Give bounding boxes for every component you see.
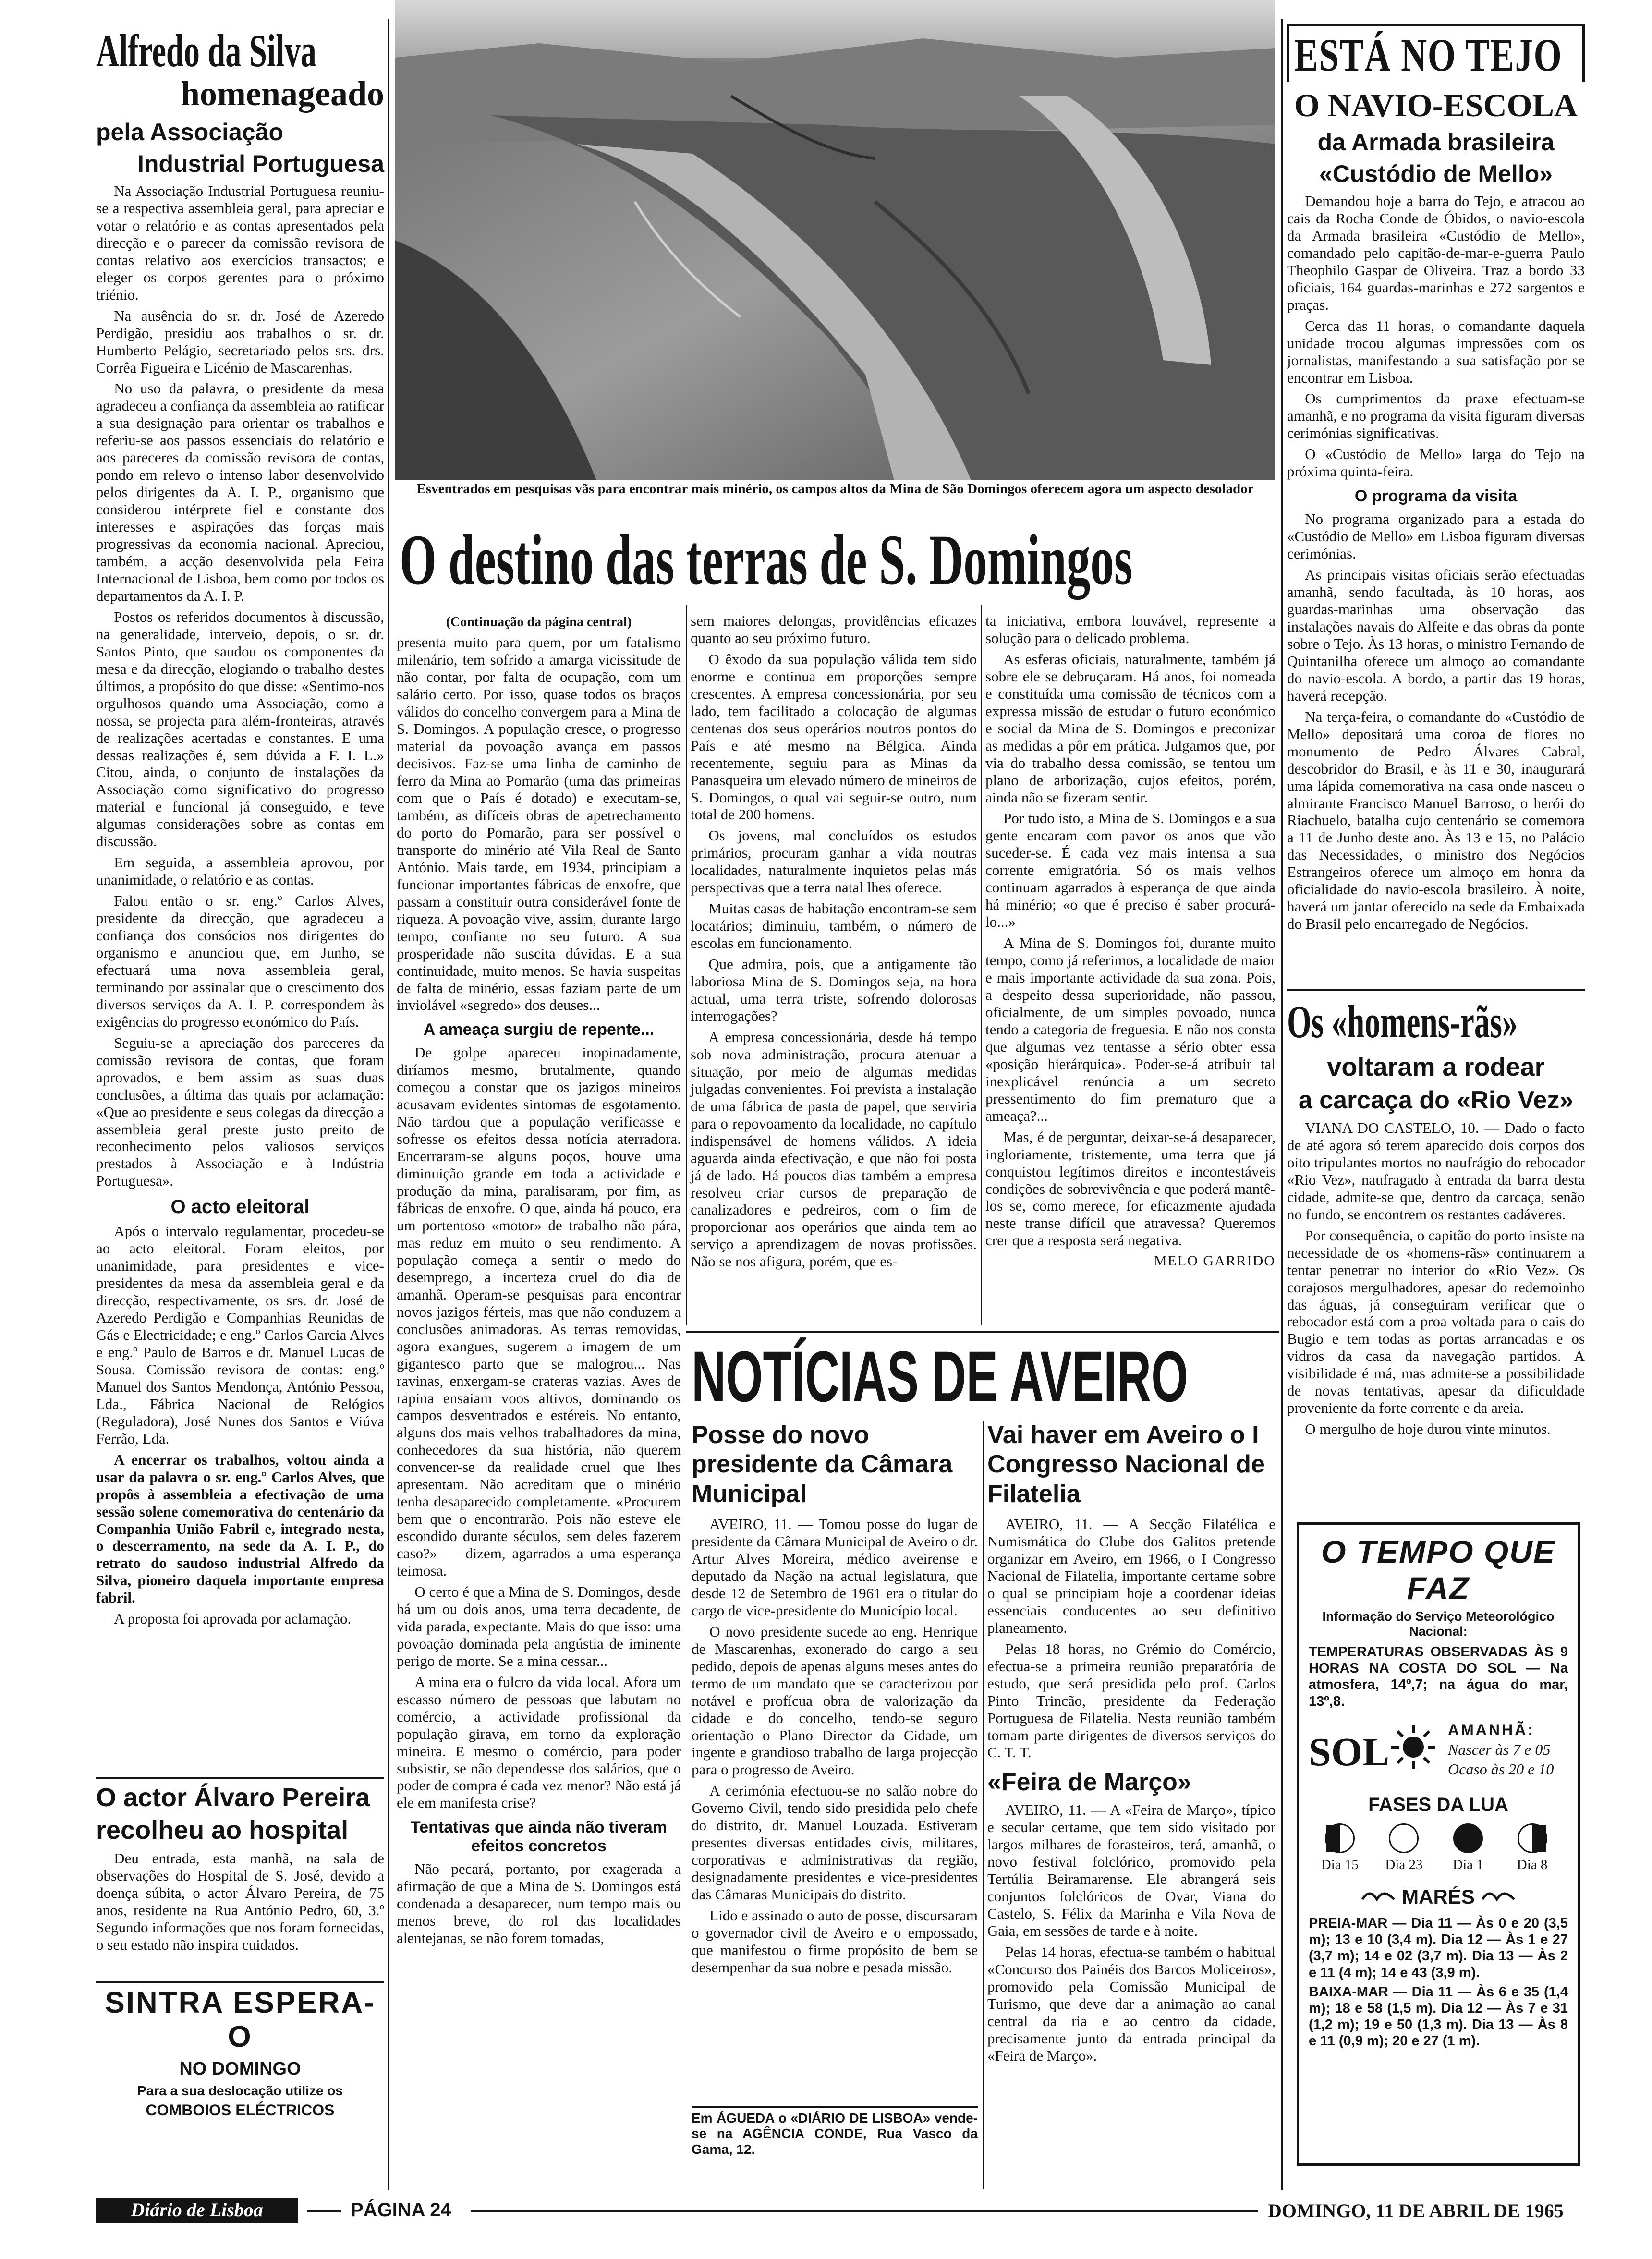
headline-tejo-2: O NAVIO-ESCOLA xyxy=(1294,87,1578,123)
paragraph: De golpe apareceu inopinadamente, diríamos mesmo, brutalmente, quando começou a constar que os jazigos mineiros acusavam evidentes sintomas de esgotamento. Não tardou que a população verificasse e sofresse os efeitos dessa notícia aterradora. Encerraram-se alguns poços, houve uma diminuição grande em toda a actividade e produção da mina, paralisaram, por fim, as fábricas de enxofre. O que, ainda há pouco, era um portentoso «motor» de trabalho não pára, mas reduz em muito o seu rendimento. A população começa a sentir o medo do desemprego, a incerteza cruel do dia de amanhã. Operam-se pesquisas para encontrar novos jazigos férteis, mas que não conduzem a conclusões animadoras. As terras removidas, agora exangues, sugerem a imagem de um gigantesco parto que se malogrou... Nas ravinas, enxergam-se crateras vazias. Aves de rapina ensaiam voos altivos, dominando os campos desventrados e estéreis. No entanto, alguns dos mais velhos trabalhadores da mina, conhecedores da sua história, não querem convencer-se da realidade cruel que lhes apresentam. Não acreditam que o minério tenha desaparecido completamente. «Procurem bem que o encontrarão. Pois não esteve ele escondido durante séculos, sem deles fazerem caso?» — dizem, agarrados a uma esperança teimosa. xyxy=(397,1044,681,1579)
sun-tomorrow-label: AMANHÃ: xyxy=(1448,1721,1535,1738)
sunrise-time: Nascer às 7 e 05 xyxy=(1448,1740,1551,1758)
headline-line-3: pela Associação xyxy=(96,119,284,146)
paragraph: sem maiores delongas, providências eficazes quanto ao seu próximo futuro. xyxy=(691,612,977,646)
footer-page-number: PÁGINA 24 xyxy=(351,2199,451,2221)
column-alfredo xyxy=(96,24,384,1777)
moon-first-quarter-icon xyxy=(1325,1823,1355,1853)
paragraph: A empresa concessionária, desde há tempo sob nova administração, procura atenuar a situação, por meio de algumas medidas julgadas convenientes. Foi prevista a instalação de uma fábrica de pasta de papel, que serviria para o repovoamento da localidade, no capítulo indispensável de homens válidos. A ideia aguarda ainda efectivação, e que não foi posta já de lado. Há poucos dias também a empresa resolveu criar cursos de preparação de canalizadores e pedreiros, com o fim de proporcionar aos operários que ainda tem ao serviço a aprendizagem de novas profissões. Não se nos afigura, porém, que es- xyxy=(691,1028,977,1270)
weather-box xyxy=(1297,1522,1580,2166)
moon-full-icon xyxy=(1389,1823,1419,1853)
weather-temperatures: TEMPERATURAS OBSERVADAS ÀS 9 HORAS NA COSTA DO SOL — Na atmosfera, 14º,7; na água do mar, 13º,8. xyxy=(1309,1644,1568,1709)
paragraph: ta iniciativa, embora louvável, represente a solução para o delicado problema. xyxy=(985,612,1275,646)
moon-phase-label: Dia 23 xyxy=(1385,1857,1423,1872)
low-tide: BAIXA-MAR — Dia 11 — Às 6 e 35 (1,4 m); 18 e 58 (1,5 m). Dia 12 — Às 7 e 31 (1,2 m); 19 e 50 (1,3 m). Dia 13 — Às 8 e 11 (0,9 m); 20 e 27 (1 m). xyxy=(1309,1984,1568,2049)
headline-aveiro: NOTÍCIAS DE AVEIRO xyxy=(692,1336,1189,1417)
paragraph: Na Associação Industrial Portuguesa reuniu-se a respectiva assembleia geral, para apreciar e votar o relatório e as contas apresentados pela direcção e o parecer da comissão revisora de contas relativo aos exercícios transactos; e eleger os corpos gerentes para o próximo triénio. xyxy=(96,182,384,303)
article-tejo xyxy=(1287,24,1585,984)
headline-posse: Posse do novo presidente da Câmara Municipal xyxy=(692,1421,953,1508)
paragraph: Pelas 18 horas, no Grémio do Comércio, efectua-se a primeira reunião preparatória de estudo, que será presidida pelo prof. Carlos Pinto Trincão, presidente da Federação Portuguesa de Filatelia. Nesta reunião também tomam parte dirigentes de diversos serviços do C. T. T. xyxy=(987,1640,1275,1761)
ad-sintra-text: Para a sua deslocação utilize os xyxy=(137,2083,343,2098)
article-aveiro-posse xyxy=(692,1421,978,2102)
paragraph: As esferas oficiais, naturalmente, também já sobre ele se debruçaram. Há anos, foi nomeada e constituída uma comissão de técnicos com a expressa missão de estudar o futuro económico e social da Mina de S. Domingos e preconizar as medidas a pôr em prática. Julgamos que, por via do trabalho dessa comissão, se tentou um plano de arborização, cujos efeitos, porém, ainda não se fizeram sentir. xyxy=(985,650,1275,806)
headline-domingos: O destino das terras de S. Domingos xyxy=(400,520,1133,600)
paragraph: A cerimónia efectuou-se no salão nobre do Governo Civil, tendo sido presidida pelo chefe do distrito, dr. Manuel Louzada. Estiveram presentes diversas entidades civis, militares, corporativas e administrativas da região, designadamente presidentes e vice-presidentes das Câmaras Municipais do distrito. xyxy=(692,1782,978,1903)
paragraph: Os jovens, mal concluídos os estudos primários, procuram ganhar a vida noutras localidades, naturalmente inquietos pelas más perspectivas que a terra natal lhes oferece. xyxy=(691,827,977,896)
ad-sintra xyxy=(96,1986,384,2119)
paragraph: Na terça-feira, o comandante do «Custódio de Mello» depositará uma coroa de flores no monumento de Pedro Álvares Cabral, descobridor do Brasil, e às 11 e 30, inaugurará uma lápida comemorativa na casa onde nasceu o almirante Francisco Manuel Barroso, o herói do Riachuelo, batalha cujo centenário se comemora a 11 de Junho deste ano. Às 13 e 15, no Palácio das Necessidades, o ministro dos Negócios Estrangeiros oferece um almoço em honra da oficialidade do navio-escola brasileiro. À noite, haverá um jantar oferecido na sede da Embaixada do Brasil pelo encarregado de Negócios. xyxy=(1287,708,1585,933)
paragraph: AVEIRO, 11. — A Secção Filatélica e Numismática do Clube dos Galitos pretende organizar em Aveiro, em 1966, o I Congresso Nacional de Filatelia, importante certame sobre o qual se principiam hoje a coordenar ideias essenciais conducentes ao seu definitivo planeamento. xyxy=(987,1516,1275,1636)
divider xyxy=(692,2106,978,2108)
divider xyxy=(686,1331,1279,1333)
paragraph: Não pecará, portanto, por exagerada a afirmação de que a Mina de S. Domingos está condenada a desaparecer, num tempo mais ou menos breve, do rol das localidades alentejanas, se não forem tomadas, xyxy=(397,1860,681,1947)
subheading-ameaca: A ameaça surgiu de repente... xyxy=(423,1020,655,1039)
weather-source: Informação do Serviço Meteorológico Nacional: xyxy=(1322,1609,1555,1639)
paragraph: Cerca das 11 horas, o comandante daquela unidade trocou algumas impressões com os jornalistas, manifestando a sua satisfação por se encontrar em Lisboa. xyxy=(1287,317,1585,386)
moon-new-icon xyxy=(1453,1823,1483,1853)
signature-melo-garrido: MELO GARRIDO xyxy=(1154,1253,1275,1269)
page-footer xyxy=(96,2195,1652,2228)
divider xyxy=(96,1981,384,1983)
column-divider xyxy=(388,19,389,2190)
paragraph: O novo presidente sucede ao eng. Henrique de Mascarenhas, exonerado do cargo a seu pedido, depois de apenas alguns meses antes do termo de um mandato que se caracterizou por notável e profícua obra de valorização da cidade e do concelho, tendo-se seguro orientação o Plano Director da Cidade, um ingente e grandioso trabalho de larga projecção para o progresso de Aveiro. xyxy=(692,1623,978,1778)
paragraph: O mergulho de hoje durou vinte minutos. xyxy=(1305,1421,1551,1438)
subheading-acto-eleitoral: O acto eleitoral xyxy=(170,1196,310,1218)
headline-homens-1: Os «homens-rãs» xyxy=(1287,996,1518,1047)
moon-phase-item xyxy=(1501,1823,1564,1873)
headline-tejo-4: «Custódio de Mello» xyxy=(1319,160,1553,187)
paragraph: Deu entrada, esta manhã, na sala de observações do Hospital de S. José, devido a doença súbita, o actor Álvaro Pereira, de 75 anos, residente na Rua António Pedro, 60, 3.º Segundo informações que nos foram fornecidas, o seu estado não inspira cuidados. xyxy=(96,1850,384,1953)
sun-icon xyxy=(1390,1724,1436,1770)
subheading-programa: O programa da visita xyxy=(1354,487,1518,506)
column-divider xyxy=(686,605,687,1325)
paragraph: Por tudo isto, a Mina de S. Domingos e a sua gente encaram com pavor os anos que vão suceder-se. É cada vez mais intensa a sua corrente emigratória. Só os mais velhos continuam agarrados à esperança de que ainda há minério; «o que é preciso é saber procurá-lo...» xyxy=(985,810,1275,931)
paragraph: Pelas 14 horas, efectua-se também o habitual «Concurso dos Painéis dos Barcos Moliceiros», promovido pela Comissão Municipal de Turismo, que deve dar a animação ao canal central da ria e ao centro da cidade, precisamente junto da entrada principal da «Feira de Março». xyxy=(987,1943,1275,2064)
paragraph: Lido e assinado o auto de posse, discursaram o governador civil de Aveiro e o empossado, que manifestou o firme propósito de bem se desempenhar da sua nobre e pesada missão. xyxy=(692,1907,978,1976)
article-aveiro-filatelia xyxy=(987,1421,1275,2189)
paragraph: No programa organizado para a estada do «Custódio de Mello» em Lisboa figuram diversas cerimónias. xyxy=(1287,510,1585,562)
footer-date: DOMINGO, 11 DE ABRIL DE 1965 xyxy=(1268,2200,1564,2222)
headline-feira: «Feira de Março» xyxy=(987,1768,1191,1797)
paragraph: No uso da palavra, o presidente da mesa agradeceu a confiança da assembleia ao ratificar a sua designação para orientar os trabalhos e referiu-se aos passos essenciais do relatório e aos pareceres da comissão revisora de contas, pondo em relevo o intenso labor desenvolvido pelos dirigentes da A. I. P., organismo que considerou intérprete fiel e constante dos interesses e aspirações das forças mais progressivas da economia nacional. Apreciou, também, a acção desenvolvida pela Feira Internacional de Lisboa, bem como por todos os departamentos da A. I. P. xyxy=(96,380,384,604)
moon-phases xyxy=(1309,1823,1568,1873)
footer-rule xyxy=(471,2210,1258,2212)
divider xyxy=(96,1777,384,1779)
ad-sintra-title: SINTRA ESPERA-O xyxy=(105,1986,376,2053)
paragraph: A encerrar os trabalhos, voltou ainda a usar da palavra o sr. eng.º Carlos Alves, que propôs à assembleia a efectivação de uma sessão solene comemorativa do centenário da Companhia União Fabril e, integrado nesta, o descerramento, na sede da A. I. P., do retrato do saudoso industrial Alfredo da Silva, pioneiro daquela importante empresa fabril. xyxy=(96,1451,384,1606)
paragraph: Na ausência do sr. dr. José de Azeredo Perdigão, presidiu aos trabalhos o sr. dr. Humberto Pelágio, secretariado pelos srs. drs. Corrêa Figueira e Licénio de Mascarenhas. xyxy=(96,307,384,376)
headline-line-1: Alfredo da Silva xyxy=(96,25,316,77)
headline-filatelia: Vai haver em Aveiro o I Congresso Nacional de Filatelia xyxy=(987,1421,1265,1508)
tides-title: MARÉS xyxy=(1402,1885,1475,1908)
paragraph: Seguiu-se a apreciação dos pareceres da comissão revisora de contas, que foram aprovados, e bem assim as suas duas conclusões, a última das quais por aclamação: «Que ao presidente e seus colegas da direcção a assembleia geral preste justo preito de reconhecimento pelos valiosos serviços prestados à Associação e à Indústria Portuguesa». xyxy=(96,1034,384,1190)
paragraph: AVEIRO, 11. — Tomou posse do lugar de presidente da Câmara Municipal de Aveiro o dr. Artur Alves Moreira, médico aveirense e deputado da Nação na actual legislatura, que desde 12 de Setembro de 1961 era o titular do cargo de vice-presidente do Município local. xyxy=(692,1516,978,1619)
tides-header xyxy=(1309,1885,1568,1908)
headline-line-4: Industrial Portuguesa xyxy=(137,150,384,177)
ad-agueda-text: Em ÁGUEDA o «DIÁRIO DE LISBOA» vende-se na AGÊNCIA CONDE, Rua Vasco da Gama, 12. xyxy=(692,2111,978,2157)
sunset-time: Ocaso às 20 e 10 xyxy=(1448,1760,1554,1778)
column-divider xyxy=(983,1421,984,2189)
headline-tejo-1: ESTÁ NO TEJO xyxy=(1294,29,1563,81)
footer-paper-name: Diário de Lisboa xyxy=(131,2199,263,2221)
paragraph: O certo é que a Mina de S. Domingos, desde há um ou dois anos, uma terra decadente, de vida parada, expectante. Mais do que isso: uma povoação dominada pela angústia de iminente perigo de morte. Se a mina cessar... xyxy=(397,1583,681,1669)
photo-landscape-icon xyxy=(395,0,1275,480)
headline-actor-1: O actor Álvaro Pereira xyxy=(96,1783,370,1812)
ad-sintra-sub: NO DOMINGO xyxy=(179,2059,301,2079)
sun-block xyxy=(1309,1719,1568,1791)
headline-tejo-3: da Armada brasileira xyxy=(1317,129,1555,156)
paragraph: Muitas casas de habitação encontram-se sem locatários; diminuiu, também, o número de escolas em funcionamento. xyxy=(691,900,977,952)
paragraph: Em seguida, a assembleia aprovou, por unanimidade, o relatório e as contas. xyxy=(96,854,384,888)
photo-mina-sao-domingos xyxy=(395,0,1275,480)
column-divider xyxy=(1281,19,1283,2190)
headline-homens-3: a carcaça do «Rio Vez» xyxy=(1298,1086,1574,1114)
paragraph: presenta muito para quem, por um fatalismo milenário, tem sofrido a amarga vicissitude de não contar, por falta de ocupação, com um salário certo. Por isso, quase todos os braços válidos do concelho convergem para a Mina de S. Domingos. A população cresce, o progresso material da povoação avança em passos decisivos. Faz-se uma linha de caminho de ferro da Mina ao Pomarão (uma das primeiras com que o País é dotado) e executam-se, também, as difíceis obras de apetrechamento do porto do Pomarão, para ser possível o transporte do minério até Vila Real de Santo António. Mais tarde, em 1934, principiam a funcionar importantes fábricas de enxofre, que passam a constituir outra considerável fonte de riqueza. A povoação vive, assim, durante largo tempo, confiante no seu futuro. A sua prosperidade não suscita dúvidas. E a sua continuidade, muito menos. Se havia suspeitas de falta de minério, essas faziam parte de um inviolável «segredo» dos deuses... xyxy=(397,634,681,1014)
moon-phase-label: Dia 15 xyxy=(1321,1857,1359,1872)
wave-icon xyxy=(1482,1889,1515,1905)
paragraph: A Mina de S. Domingos foi, durante muito tempo, como já referimos, a localidade de maior e mais importante actividade da sua zona. Pois, a despeito dessa superioridade, não passou, oficialmente, de um simples povoado, nunca tendo a categoria de freguesia. E não nos consta que algumas vez tentasse a sério obter essa «posição hierárquica». Poder-se-á atribuir tal inexplicável renúncia a um secreto pressentimento do fim prematuro que a ameaça?... xyxy=(985,935,1275,1124)
moon-phase-item xyxy=(1437,1823,1499,1873)
paragraph: O êxodo da sua população válida tem sido enorme e continua em proporções sempre crescentes. A empresa concessionária, por seu lado, tem facilitado a colocação de algumas centenas dos seus operários noutros pontos do País e até mesmo na Bélgica. Ainda recentemente, seguiu para as Minas da Panasqueira um elevado número de mineiros de S. Domingos, o qual vai seguir-se outro, num total de 200 homens. xyxy=(691,650,977,823)
paragraph: Por consequência, o capitão do porto insiste na necessidade de os «homens-rãs» continuarem a tentar penetrar no interior do «Rio Vez». Os corajosos mergulhadores, apesar do redemoinho das águas, já conseguiram verificar que o rebocador está com a proa voltada para o cais do Bugio e tem todas as portas arrancadas e os vidros da casa da navegação partidos. A visibilidade é má, mas admite-se a possibilidade de novas tentativas, apesar da dificuldade proveniente da forte corrente e da areia. xyxy=(1287,1227,1585,1417)
paragraph: VIANA DO CASTELO, 10. — Dado o facto de até agora só terem aparecido dois corpos dos oito tripulantes mortos no naufrágio do rebocador «Rio Vez», naufragado à entrada da barra desta cidade, admite-se que, dentro da carcaça, senão no fundo, se encontrem os restantes cadáveres. xyxy=(1287,1119,1585,1223)
ad-sintra-trains: COMBOIOS ELÉCTRICOS xyxy=(146,2101,335,2119)
article-domingos-col3 xyxy=(985,612,1275,1328)
paragraph: Falou então o sr. eng.º Carlos Alves, presidente da direcção, que agradeceu a confiança dos consócios nos dirigentes do organismo e anunciou que, em Junho, se efectuará uma nova assembleia geral, terminando por assinalar que o crescimento dos diversos serviços da A. I. P. correspondem às exigências do progresso económico do País. xyxy=(96,892,384,1030)
divider xyxy=(1287,989,1585,991)
sun-label: SOL xyxy=(1309,1729,1390,1774)
headline-alfredo xyxy=(96,24,384,182)
article-domingos-col1 xyxy=(397,615,681,1947)
article-actor xyxy=(96,1783,384,1980)
paragraph: AVEIRO, 11. — A «Feira de Março», típico e secular certame, que tem sido visitado por largos milhares de forasteiros, terá, amanhã, o novo festival folclórico, promovido pela Tertúlia Beiramarense. Ele abrangerá seis conjuntos folclóricos de Ovar, Viana do Castelo, S. Félix da Marinha e Vila Nova de Gaia, em sessões de tarde e à noite. xyxy=(987,1801,1275,1940)
moon-phase-label: Dia 8 xyxy=(1517,1857,1548,1872)
moon-phase-item xyxy=(1309,1823,1371,1873)
subheading-tentativas: Tentativas que ainda não tiveram efeitos concretos xyxy=(410,1818,668,1856)
paragraph: Que admira, pois, que a antigamente tão laboriosa Mina de S. Domingos seja, na hora actual, uma terra triste, sofrendo dolorosas interrogações? xyxy=(691,956,977,1024)
high-tide: PREIA-MAR — Dia 11 — Às 0 e 20 (3,5 m); 13 e 10 (3,4 m). Dia 12 — Às 1 e 27 (3,7 m); 14 e 02 (3,7 m). Dia 13 — Às 2 e 11 (4 m); 14 e 43 (3,9 m). xyxy=(1309,1915,1568,1980)
paragraph: A proposta foi aprovada por aclamação. xyxy=(114,1610,352,1627)
paragraph: Os cumprimentos da praxe efectuam-se amanhã, e no programa da visita figuram diversas cerimónias significativas. xyxy=(1287,390,1585,442)
moon-phase-item xyxy=(1373,1823,1435,1873)
paragraph: A mina era o fulcro da vida local. Afora um escasso número de pessoas que labutam no comércio, a actividade profissional da população girava, em torno da exploração mineira. E mesmo o comércio, para poder subsistir, se não dependesse dos salários, que o poder de compra é cada vez menor? Não está já ele em manifesta crise? xyxy=(397,1673,681,1811)
weather-title: O TEMPO QUE FAZ xyxy=(1321,1534,1555,1606)
paragraph: Postos os referidos documentos à discussão, na generalidade, interveio, depois, o sr. dr. Santos Pinto, que saudou os componentes da mesa e da direcção, elogiando o trabalho destes últimos, a propósito do que disse: «Sentimo-nos orgulhosos quando uma Associação, como a nossa, se projecta para além-fronteiras, através de realizações acertadas e constantes. E uma dessas realizações é, sem dúvida a F. I. L.» Citou, ainda, o conjunto de instalações da Associação como significativo do progresso material e funcional já conseguido, e teve algumas considerações sobre as contas em discussão. xyxy=(96,608,384,850)
moon-phase-label: Dia 1 xyxy=(1453,1857,1483,1872)
moon-last-quarter-icon xyxy=(1518,1823,1547,1853)
headline-actor-2: recolheu ao hospital xyxy=(96,1816,349,1845)
paragraph: As principais visitas oficiais serão efectuadas amanhã, sendo facultada, às 10 horas, aos guardas-marinhas uma observação das instalações navais do Alfeite e das obras da ponte sobre o Tejo. Às 13 horas, o ministro Fernando de Quintanilha oferece um almoço ao comandante do navio-escola. A bordo, a partir das 19 horas, haverá recepção. xyxy=(1287,566,1585,704)
continuation-note: (Continuação da página central) xyxy=(446,615,632,630)
paragraph: O «Custódio de Mello» larga do Tejo na próxima quinta-feira. xyxy=(1287,446,1585,480)
footer-rule xyxy=(307,2210,341,2212)
photo-caption: Esventrados em pesquisas vãs para encontrar mais minério, os campos altos da Mina de São Domingos oferecem agora um aspecto desolador xyxy=(416,481,1254,497)
footer-masthead xyxy=(96,2198,298,2223)
column-divider xyxy=(981,605,982,1325)
article-domingos-col2 xyxy=(691,612,977,1328)
paragraph: Mas, é de perguntar, deixar-se-á desaparecer, ingloriamente, tristemente, uma terra que já conquistou legítimos direitos e incontestáveis condições de sobrevivência e que poderá mantê-los se, como merece, for eficazmente ajudada neste transe difícil que atravessa? Queremos crer que a resposta será negativa. xyxy=(985,1128,1275,1249)
headline-tejo-box xyxy=(1287,24,1585,82)
headline-line-2: homenageado xyxy=(180,74,384,113)
article-homens-ras xyxy=(1287,995,1585,1514)
wave-icon xyxy=(1361,1889,1395,1905)
ad-agueda xyxy=(692,2111,978,2183)
paragraph: Demandou hoje a barra do Tejo, e atracou ao cais da Rocha Conde de Óbidos, o navio-escola da Armada brasileira «Custódio de Mello», comandado pelo capitão-de-mar-e-guerra Paulo Theophilo Gaspar de Oliveira. Traz a bordo 33 oficiais, 164 guardas-marinhas e 272 sargentos e praças. xyxy=(1287,193,1585,313)
paragraph: Após o intervalo regulamentar, procedeu-se ao acto eleitoral. Foram eleitos, por unanimidade, para presidentes e vice-presidentes da mesa da assembleia geral e da direcção, respectivamente, os srs. dr. José de Azeredo Perdigão e Companhias Reunidas de Gás e Electricidade; e eng.º Carlos Garcia Alves e eng.º Paulo de Barros e dr. Manuel Lucas de Sousa. Comissão revisora de contas: eng.º Manuel dos Santos Mendonça, António Pessoa, Lda., Fábrica Nacional de Relógios (Reguladora), José Nunes dos Santos e Viúva Ferrão, Lda. xyxy=(96,1223,384,1447)
moon-phases-title: FASES DA LUA xyxy=(1368,1794,1508,1815)
headline-homens-2: voltaram a rodear xyxy=(1327,1053,1545,1081)
